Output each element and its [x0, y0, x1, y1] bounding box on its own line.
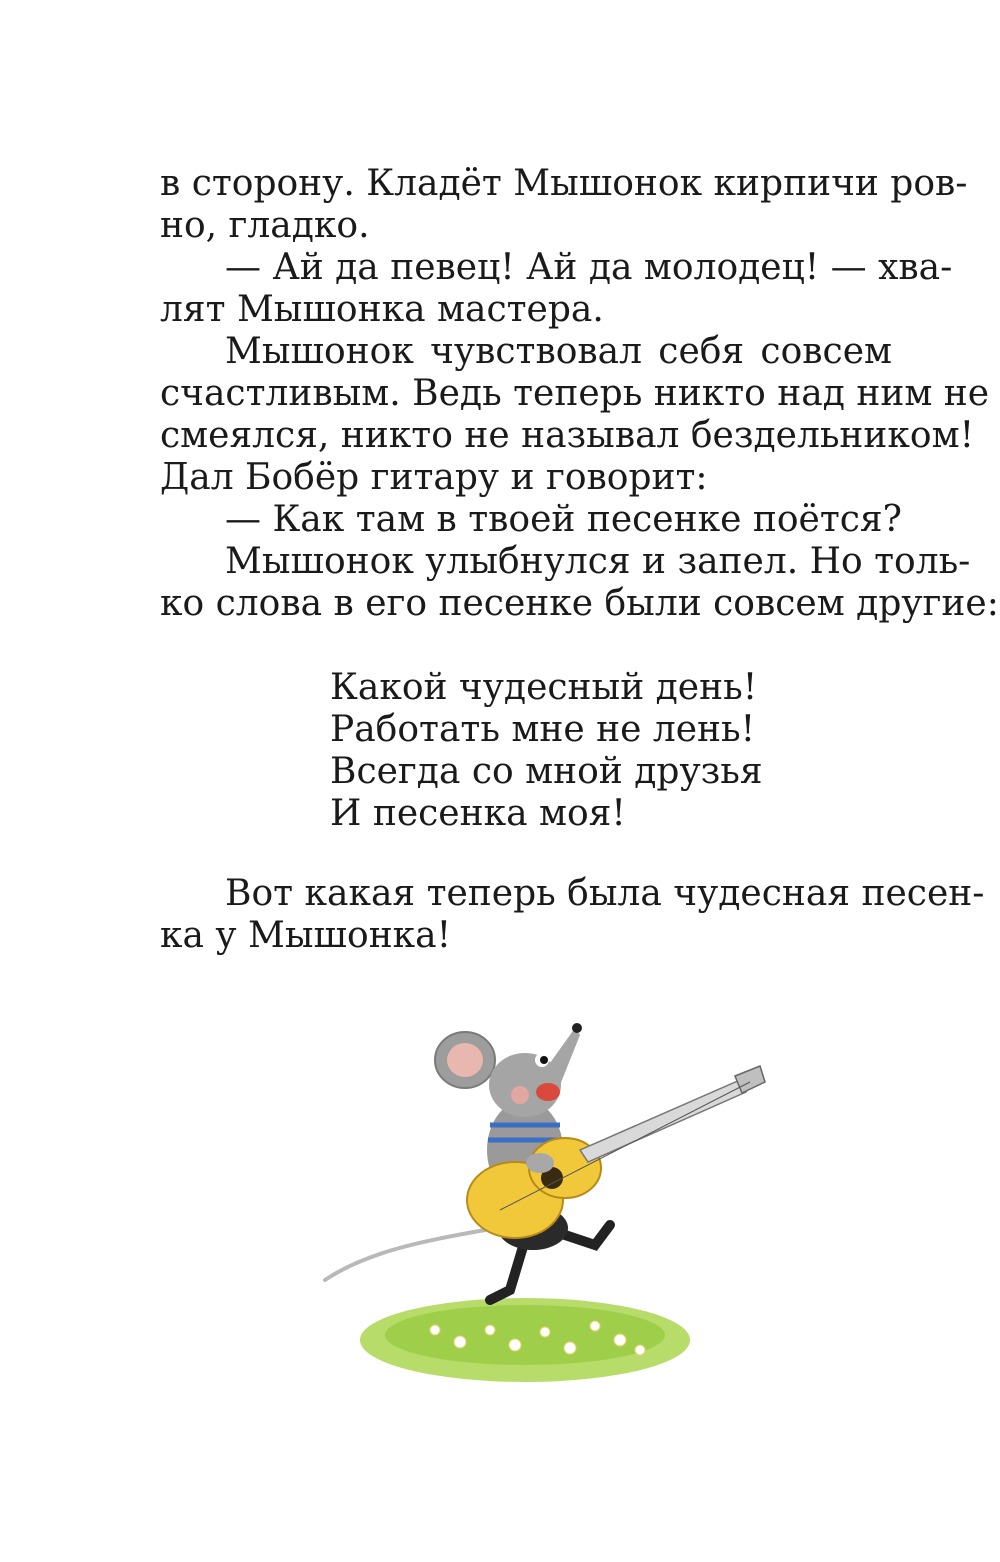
text-line: ко слова в его песенке были совсем другие:: [160, 583, 999, 624]
text-line: но, гладко.: [160, 205, 370, 246]
ear-inner: [447, 1043, 483, 1077]
verse-line: Какой чудесный день!: [330, 667, 758, 708]
text-line: Мышонок улыбнулся и запел. Но толь-: [225, 541, 971, 582]
nose: [572, 1023, 582, 1033]
verse-line: Работать мне не лень!: [330, 709, 756, 750]
verse-line: И песенка моя!: [330, 793, 626, 834]
tail: [325, 1230, 485, 1280]
text-line: счастливым. Ведь теперь никто над ним не: [160, 373, 990, 414]
mouse-with-guitar-illustration: [310, 1000, 770, 1400]
pupil: [540, 1056, 548, 1064]
text-line: Мышонок чувствовал себя совсем: [225, 331, 892, 372]
text-line: ка у Мышонка!: [160, 915, 452, 956]
open-mouth: [536, 1083, 560, 1101]
arm: [526, 1153, 554, 1173]
text-line: в сторону. Кладёт Мышонок кирпичи ров-: [160, 163, 968, 204]
verse-line: Всегда со мной друзья: [330, 751, 763, 792]
text-line: Дал Бобёр гитару и говорит:: [160, 457, 708, 498]
text-line: смеялся, никто не называл бездельником!: [160, 415, 975, 456]
cheek: [511, 1086, 529, 1104]
text-line: — Как там в твоей песенке поётся?: [225, 499, 902, 540]
text-line: — Ай да певец! Ай да молодец! — хва-: [225, 247, 953, 288]
text-line: Вот какая теперь была чудесная песен-: [225, 873, 985, 914]
left-leg: [490, 1240, 525, 1300]
text-line: лят Мышонка мастера.: [160, 289, 604, 330]
